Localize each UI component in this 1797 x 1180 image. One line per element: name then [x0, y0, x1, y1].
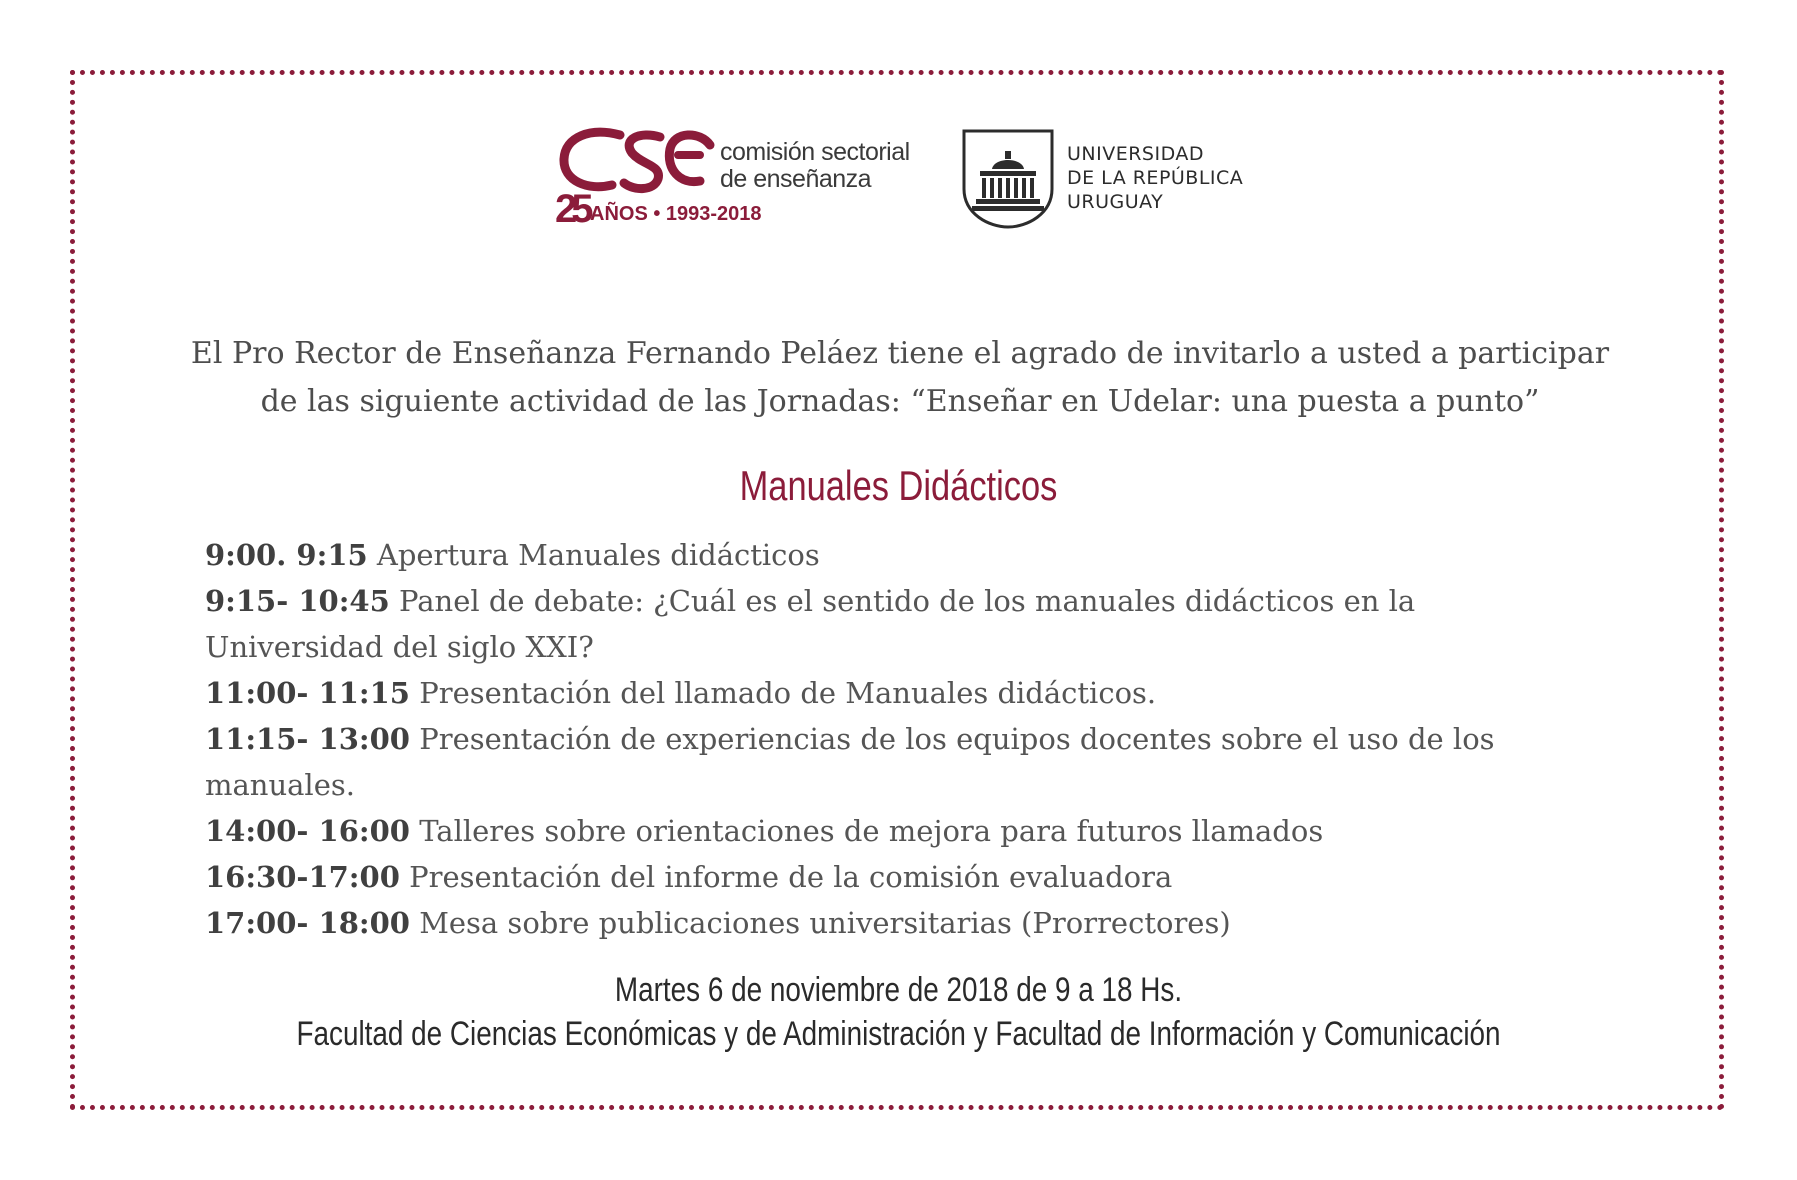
agenda-list: [205, 532, 1565, 946]
event-venue: Facultad de Ciencias Económicas y de Administración y Facultad de Información y Comunicación: [296, 1015, 1501, 1053]
agenda-text: Talleres sobre orientaciones de mejora para futuros llamados: [419, 814, 1324, 848]
udelar-logo: [962, 125, 1262, 235]
agenda-time: 9:15- 10:45: [205, 584, 390, 618]
cse-logo-text: [720, 139, 910, 193]
invitation-text: [100, 330, 1700, 426]
udelar-line3: URUGUAY: [1067, 191, 1164, 213]
agenda-text: Panel de debate: ¿Cuál es el sentido de los manuales didácticos en la Universidad del siglo XXI?: [205, 584, 1416, 664]
agenda-item: [205, 670, 1565, 716]
agenda-item: [205, 854, 1565, 900]
udelar-text: [1067, 142, 1243, 214]
agenda-time: 16:30-17:00: [205, 860, 400, 894]
agenda-item: [205, 716, 1565, 808]
udelar-seal-icon: [962, 129, 1054, 229]
agenda-time: 11:15- 13:00: [205, 722, 410, 756]
event-date: Martes 6 de noviembre de 2018 de 9 a 18 Hs.: [614, 971, 1183, 1009]
udelar-line1: UNIVERSIDAD: [1067, 143, 1205, 165]
agenda-text: Mesa sobre publicaciones universitarias (Prorrectores): [419, 906, 1231, 940]
agenda-time: 9:00. 9:15: [205, 538, 368, 572]
event-footer: [0, 968, 1797, 1056]
invitation-line1: El Pro Rector de Enseñanza Fernando Peláez tiene el agrado de invitarlo a usted a participar: [190, 336, 1610, 371]
invitation-line2: de las siguiente actividad de las Jornadas: “Enseñar en Udelar: una puesta a punto”: [260, 384, 1540, 419]
agenda-time: 17:00- 18:00: [205, 906, 410, 940]
section-title: Manuales Didácticos: [739, 462, 1058, 509]
agenda-item: [205, 532, 1565, 578]
agenda-item: [205, 900, 1565, 946]
cse-anniversary-text: AÑOS • 1993-2018: [590, 203, 762, 225]
udelar-line2: DE LA REPÚBLICA: [1067, 167, 1244, 189]
agenda-text: Presentación del llamado de Manuales didácticos.: [419, 676, 1157, 710]
cse-line1: comisión sectorial: [720, 138, 910, 166]
agenda-item: [205, 578, 1565, 670]
cse-anniversary-number: 25: [555, 187, 588, 231]
cse-logo: [550, 125, 940, 235]
agenda-time: 14:00- 16:00: [205, 814, 410, 848]
agenda-text: Apertura Manuales didácticos: [376, 538, 820, 572]
cse-line2: de enseñanza: [720, 165, 872, 193]
agenda-text: Presentación del informe de la comisión evaluadora: [409, 860, 1173, 894]
header-logos: [550, 125, 1250, 235]
agenda-item: [205, 808, 1565, 854]
agenda-text: Presentación de experiencias de los equipos docentes sobre el uso de los manuales.: [205, 722, 1495, 802]
agenda-time: 11:00- 11:15: [205, 676, 410, 710]
